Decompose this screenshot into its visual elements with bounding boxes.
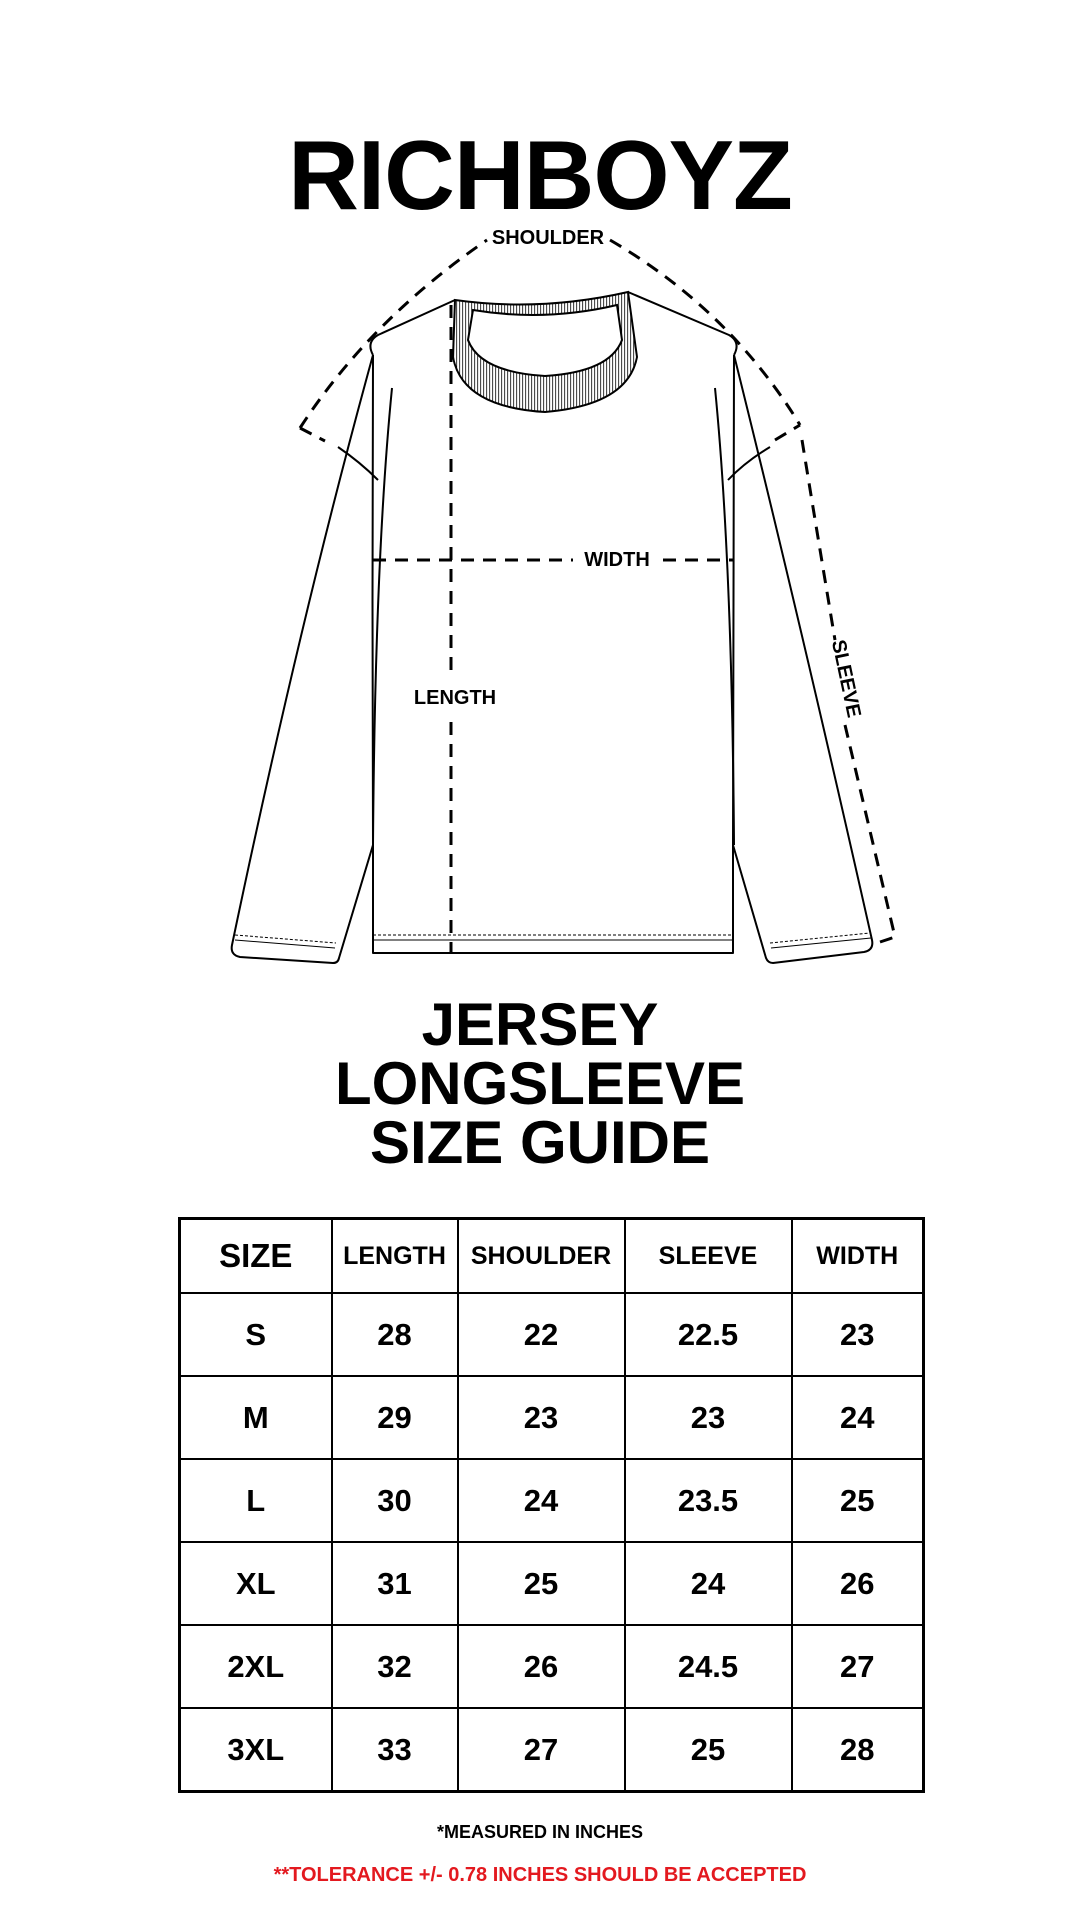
width-cell: 24 bbox=[792, 1376, 924, 1459]
table-row bbox=[180, 1376, 924, 1459]
size-cell: L bbox=[180, 1459, 332, 1542]
shoulder-cell: 26 bbox=[458, 1625, 625, 1708]
width-label: WIDTH bbox=[584, 549, 650, 571]
header-width: WIDTH bbox=[792, 1219, 924, 1294]
shoulder-cell: 27 bbox=[458, 1708, 625, 1792]
width-cell: 25 bbox=[792, 1459, 924, 1542]
sleeve-cell: 25 bbox=[625, 1708, 792, 1792]
brand-logo: RICHBOYZ bbox=[288, 120, 792, 230]
table-row bbox=[180, 1542, 924, 1625]
sleeve-label: SLEEVE bbox=[826, 637, 865, 720]
guide-title-line: SIZE GUIDE bbox=[369, 1109, 711, 1176]
size-cell: XL bbox=[180, 1542, 332, 1625]
width-cell: 28 bbox=[792, 1708, 924, 1792]
shoulder-cell: 25 bbox=[458, 1542, 625, 1625]
shoulder-cell: 23 bbox=[458, 1376, 625, 1459]
table-row bbox=[180, 1708, 924, 1792]
shoulder-label: SHOULDER bbox=[491, 227, 605, 249]
length-cell: 32 bbox=[332, 1625, 458, 1708]
length-cell: 31 bbox=[332, 1542, 458, 1625]
size-chart-table bbox=[178, 1217, 925, 1793]
sleeve-cell: 23 bbox=[625, 1376, 792, 1459]
table-row bbox=[180, 1625, 924, 1708]
size-cell: 3XL bbox=[180, 1708, 332, 1792]
size-cell: 2XL bbox=[180, 1625, 332, 1708]
width-cell: 23 bbox=[792, 1293, 924, 1376]
tolerance-note: **TOLERANCE +/- 0.78 INCHES SHOULD BE ACCEPTED bbox=[273, 1864, 807, 1886]
guide-title bbox=[0, 991, 1080, 1176]
guide-title-line: LONGSLEEVE bbox=[334, 1050, 746, 1117]
length-cell: 30 bbox=[332, 1459, 458, 1542]
sleeve-cell: 24.5 bbox=[625, 1625, 792, 1708]
width-cell: 27 bbox=[792, 1625, 924, 1708]
size-cell: M bbox=[180, 1376, 332, 1459]
header-length: LENGTH bbox=[332, 1219, 458, 1294]
table-row bbox=[180, 1293, 924, 1376]
length-cell: 28 bbox=[332, 1293, 458, 1376]
sleeve-cell: 23.5 bbox=[625, 1459, 792, 1542]
header-shoulder: SHOULDER bbox=[458, 1219, 625, 1294]
guide-title-line: JERSEY bbox=[421, 991, 659, 1058]
table-header-row bbox=[180, 1219, 924, 1294]
header-size: SIZE bbox=[180, 1219, 332, 1294]
sleeve-cell: 24 bbox=[625, 1542, 792, 1625]
measured-in-inches-note: *MEASURED IN INCHES bbox=[436, 1822, 644, 1842]
size-cell: S bbox=[180, 1293, 332, 1376]
width-cell: 26 bbox=[792, 1542, 924, 1625]
shoulder-cell: 22 bbox=[458, 1293, 625, 1376]
header-sleeve: SLEEVE bbox=[625, 1219, 792, 1294]
shoulder-cell: 24 bbox=[458, 1459, 625, 1542]
length-cell: 29 bbox=[332, 1376, 458, 1459]
table-row bbox=[180, 1459, 924, 1542]
length-label: LENGTH bbox=[413, 687, 497, 709]
length-cell: 33 bbox=[332, 1708, 458, 1792]
ribbed-collar bbox=[453, 292, 637, 412]
sleeve-cell: 22.5 bbox=[625, 1293, 792, 1376]
